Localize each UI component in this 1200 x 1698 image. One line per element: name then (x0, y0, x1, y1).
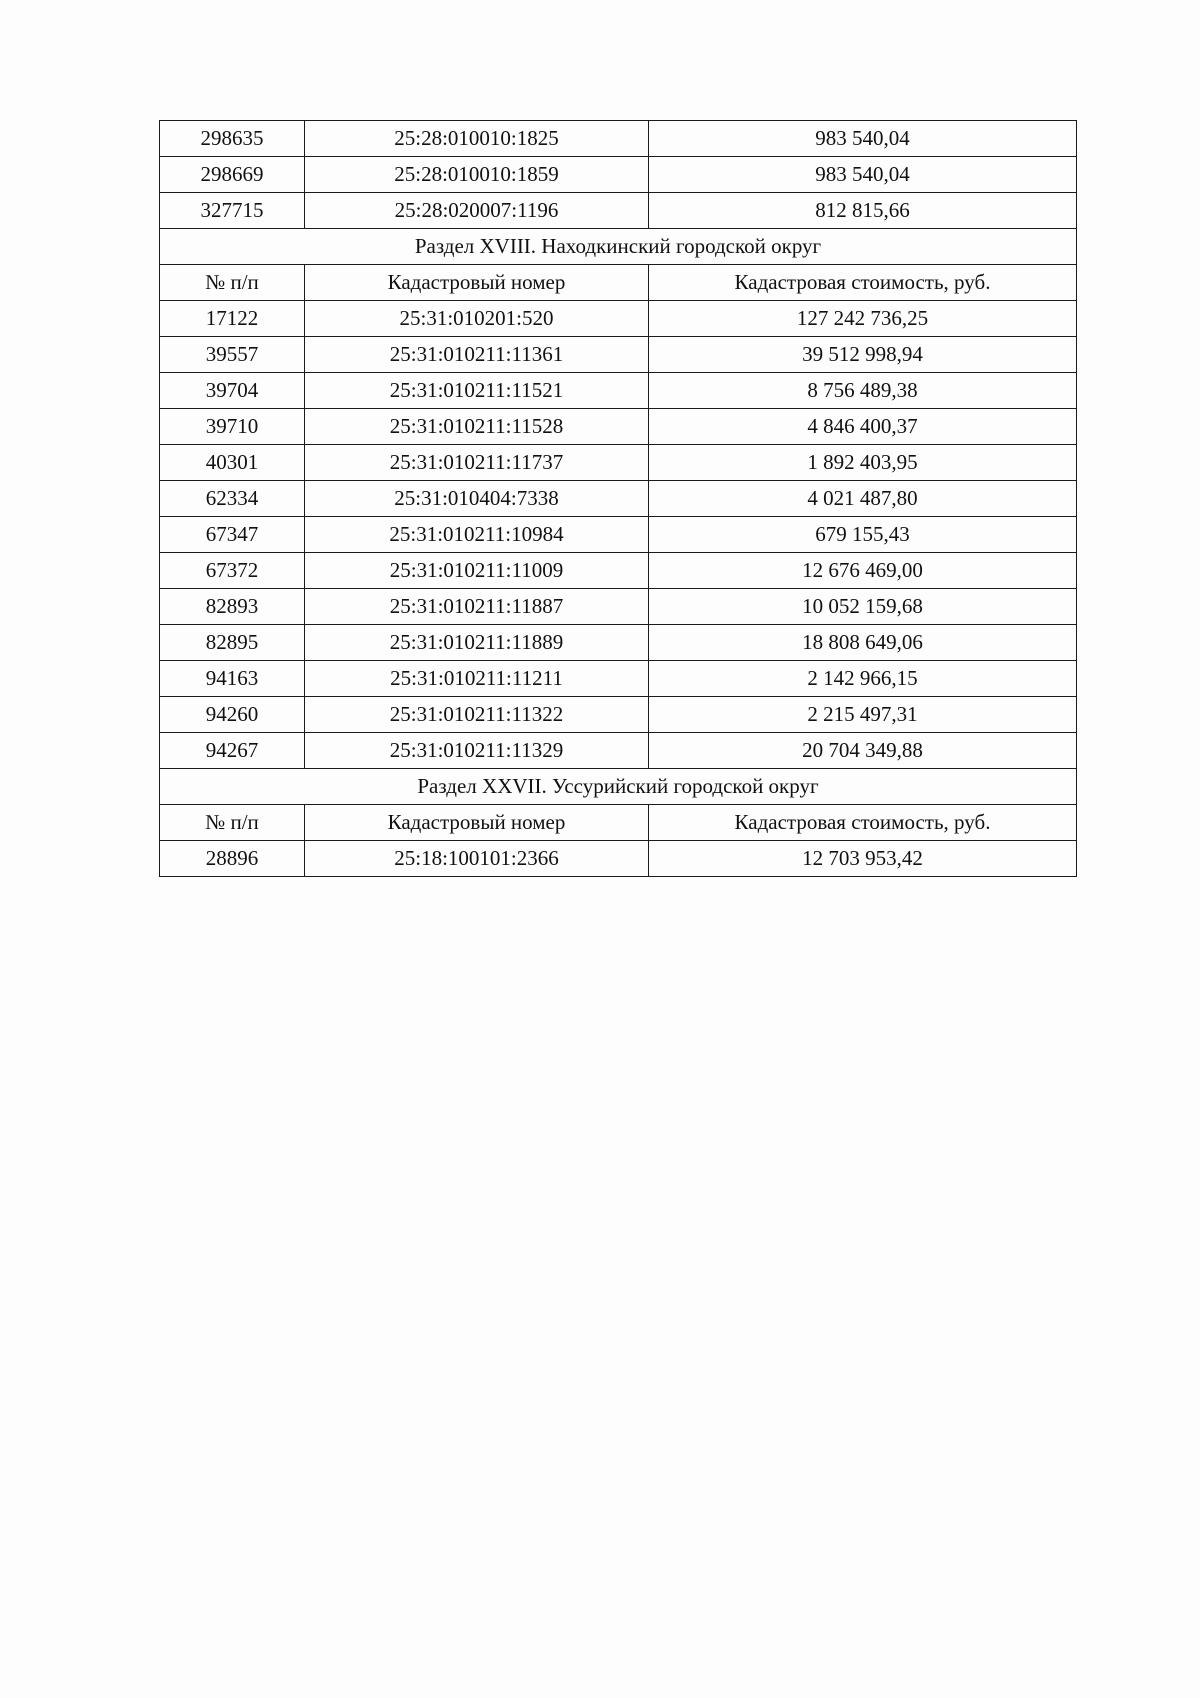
table-row (160, 517, 1077, 553)
row-number-cell: 28896 (160, 841, 305, 877)
cadastral-value-cell: 4 021 487,80 (649, 481, 1077, 517)
cadastral-value-cell: 2 142 966,15 (649, 661, 1077, 697)
cadastral-number-cell: 25:31:010211:11737 (305, 445, 649, 481)
cadastral-number-cell: 25:31:010211:11322 (305, 697, 649, 733)
cadastral-value-cell: 2 215 497,31 (649, 697, 1077, 733)
row-number-cell: 82895 (160, 625, 305, 661)
header-cadastral-value: Кадастровая стоимость, руб. (649, 265, 1077, 301)
cadastral-value-table (159, 120, 1077, 877)
row-number-cell: 39704 (160, 373, 305, 409)
cadastral-value-cell: 983 540,04 (649, 157, 1077, 193)
header-cadastral-number: Кадастровый номер (305, 265, 649, 301)
table-row (160, 625, 1077, 661)
table-row (160, 373, 1077, 409)
cadastral-number-cell: 25:31:010211:11889 (305, 625, 649, 661)
row-number-cell: 298669 (160, 157, 305, 193)
table-row (160, 121, 1077, 157)
cadastral-number-cell: 25:28:010010:1859 (305, 157, 649, 193)
table-row (160, 661, 1077, 697)
header-cadastral-number: Кадастровый номер (305, 805, 649, 841)
row-number-cell: 94260 (160, 697, 305, 733)
cadastral-value-cell: 812 815,66 (649, 193, 1077, 229)
table-row (160, 841, 1077, 877)
cadastral-number-cell: 25:31:010211:11361 (305, 337, 649, 373)
cadastral-number-cell: 25:18:100101:2366 (305, 841, 649, 877)
section-title: Раздел XXVII. Уссурийский городской округ (160, 769, 1077, 805)
row-number-cell: 94267 (160, 733, 305, 769)
table-body (160, 121, 1077, 877)
cadastral-value-cell: 983 540,04 (649, 121, 1077, 157)
cadastral-value-cell: 127 242 736,25 (649, 301, 1077, 337)
cadastral-number-cell: 25:31:010211:11211 (305, 661, 649, 697)
cadastral-value-cell: 4 846 400,37 (649, 409, 1077, 445)
table-row (160, 409, 1077, 445)
table-row (160, 553, 1077, 589)
row-number-cell: 39557 (160, 337, 305, 373)
table-row (160, 481, 1077, 517)
cadastral-value-cell: 1 892 403,95 (649, 445, 1077, 481)
cadastral-number-cell: 25:31:010211:11329 (305, 733, 649, 769)
cadastral-number-cell: 25:31:010211:11009 (305, 553, 649, 589)
row-number-cell: 67347 (160, 517, 305, 553)
cadastral-value-cell: 18 808 649,06 (649, 625, 1077, 661)
cadastral-number-cell: 25:31:010211:11521 (305, 373, 649, 409)
row-number-cell: 67372 (160, 553, 305, 589)
column-header-row (160, 265, 1077, 301)
row-number-cell: 17122 (160, 301, 305, 337)
cadastral-value-cell: 679 155,43 (649, 517, 1077, 553)
section-title-row (160, 229, 1077, 265)
cadastral-value-cell: 20 704 349,88 (649, 733, 1077, 769)
table-row (160, 733, 1077, 769)
cadastral-number-cell: 25:31:010201:520 (305, 301, 649, 337)
table-row (160, 301, 1077, 337)
row-number-cell: 82893 (160, 589, 305, 625)
cadastral-value-cell: 12 676 469,00 (649, 553, 1077, 589)
row-number-cell: 40301 (160, 445, 305, 481)
row-number-cell: 39710 (160, 409, 305, 445)
table-row (160, 157, 1077, 193)
cadastral-value-cell: 39 512 998,94 (649, 337, 1077, 373)
row-number-cell: 62334 (160, 481, 305, 517)
table-row (160, 337, 1077, 373)
cadastral-value-cell: 12 703 953,42 (649, 841, 1077, 877)
section-title-row (160, 769, 1077, 805)
cadastral-value-cell: 8 756 489,38 (649, 373, 1077, 409)
table-row (160, 193, 1077, 229)
row-number-cell: 298635 (160, 121, 305, 157)
cadastral-number-cell: 25:31:010211:11887 (305, 589, 649, 625)
table-row (160, 445, 1077, 481)
cadastral-number-cell: 25:31:010211:11528 (305, 409, 649, 445)
section-title: Раздел XVIII. Находкинский городской округ (160, 229, 1077, 265)
header-number: № п/п (160, 805, 305, 841)
header-cadastral-value: Кадастровая стоимость, руб. (649, 805, 1077, 841)
column-header-row (160, 805, 1077, 841)
row-number-cell: 327715 (160, 193, 305, 229)
cadastral-number-cell: 25:28:020007:1196 (305, 193, 649, 229)
table-row (160, 589, 1077, 625)
cadastral-value-cell: 10 052 159,68 (649, 589, 1077, 625)
header-number: № п/п (160, 265, 305, 301)
cadastral-number-cell: 25:31:010404:7338 (305, 481, 649, 517)
table-row (160, 697, 1077, 733)
cadastral-number-cell: 25:31:010211:10984 (305, 517, 649, 553)
cadastral-number-cell: 25:28:010010:1825 (305, 121, 649, 157)
row-number-cell: 94163 (160, 661, 305, 697)
